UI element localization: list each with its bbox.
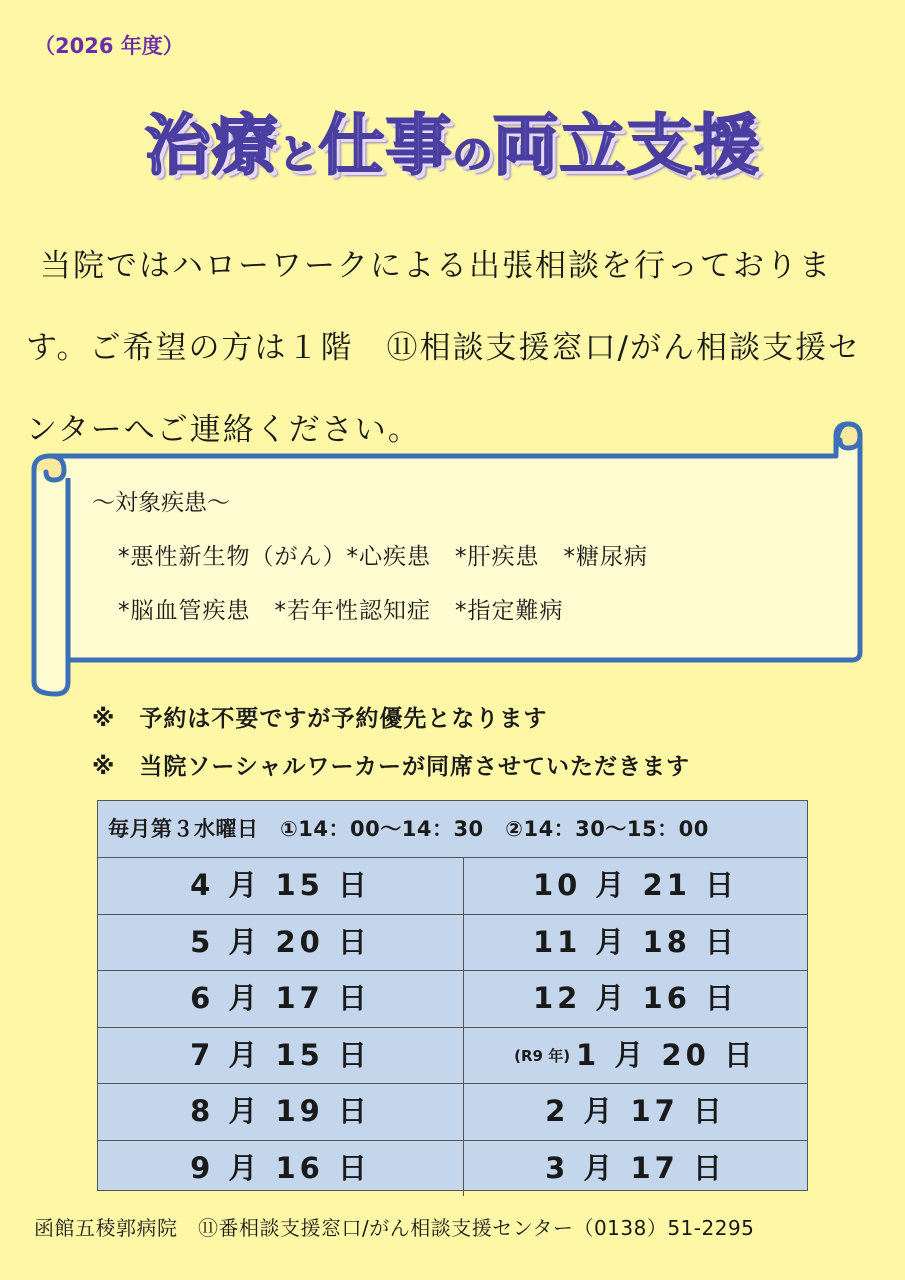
note-reservation: ※ 予約は不要ですが予約優先となります	[92, 706, 548, 732]
year-prefix-label: (R9 年)	[514, 1047, 571, 1065]
title-part-support: 両立支援	[492, 107, 761, 184]
schedule-date-cell: 11 月 18 日	[463, 915, 807, 971]
schedule-date-cell: 12 月 16 日	[463, 971, 807, 1027]
schedule-date-cell: 4 月 15 日	[190, 868, 371, 902]
year-label: （2026 年度）	[34, 34, 184, 58]
footer-contact: 函館五稜郭病院 ⑪番相談支援窓口/がん相談支援センター（0138）51-2295	[34, 1216, 755, 1240]
intro-paragraph: 当院ではハローワークによる出張相談を行っております。ご希望の方は１階 ⑪相談支援窓口/がん相談支援センターへご連絡ください。	[26, 248, 861, 448]
schedule-date-cell: 8 月 19 日	[190, 1094, 371, 1128]
table-row	[98, 1028, 807, 1085]
schedule-date-cell: 2 月 17 日	[463, 1084, 807, 1140]
schedule-date-cell: 7 月 15 日	[190, 1037, 371, 1072]
title-connector-to: と	[278, 132, 319, 178]
page-title	[0, 92, 905, 187]
schedule-date-cell: 3 月 17 日	[463, 1141, 807, 1197]
title-part-treatment: 治療	[144, 107, 279, 184]
schedule-date-text: 1 月 20 日	[576, 1037, 757, 1072]
schedule-header: 毎月第３水曜日 ①14：00～14：30 ②14：30～15：00	[98, 801, 807, 858]
disease-line-2: *脳血管疾患 *若年性認知症 *指定難病	[118, 598, 564, 624]
schedule-date-cell: 6 月 17 日	[190, 981, 371, 1015]
schedule-date-cell	[463, 1028, 807, 1084]
schedule-date-cell: 10 月 21 日	[463, 858, 807, 914]
schedule-date-cell: 5 月 20 日	[190, 924, 371, 959]
table-row	[98, 915, 807, 972]
disease-line-1: *悪性新生物（がん）*心疾患 *肝疾患 *糖尿病	[118, 544, 648, 570]
schedule-date-cell: 9 月 16 日	[190, 1150, 371, 1185]
schedule-table	[97, 800, 808, 1191]
disease-heading: ～対象疾患～	[92, 490, 230, 516]
title-connector-no: の	[452, 132, 493, 178]
table-row	[98, 1141, 807, 1197]
table-row	[98, 1084, 807, 1141]
note-social-worker: ※ 当院ソーシャルワーカーが同席させていただきます	[92, 754, 690, 780]
title-part-work: 仕事	[318, 107, 453, 184]
table-row	[98, 858, 807, 915]
table-row	[98, 971, 807, 1028]
